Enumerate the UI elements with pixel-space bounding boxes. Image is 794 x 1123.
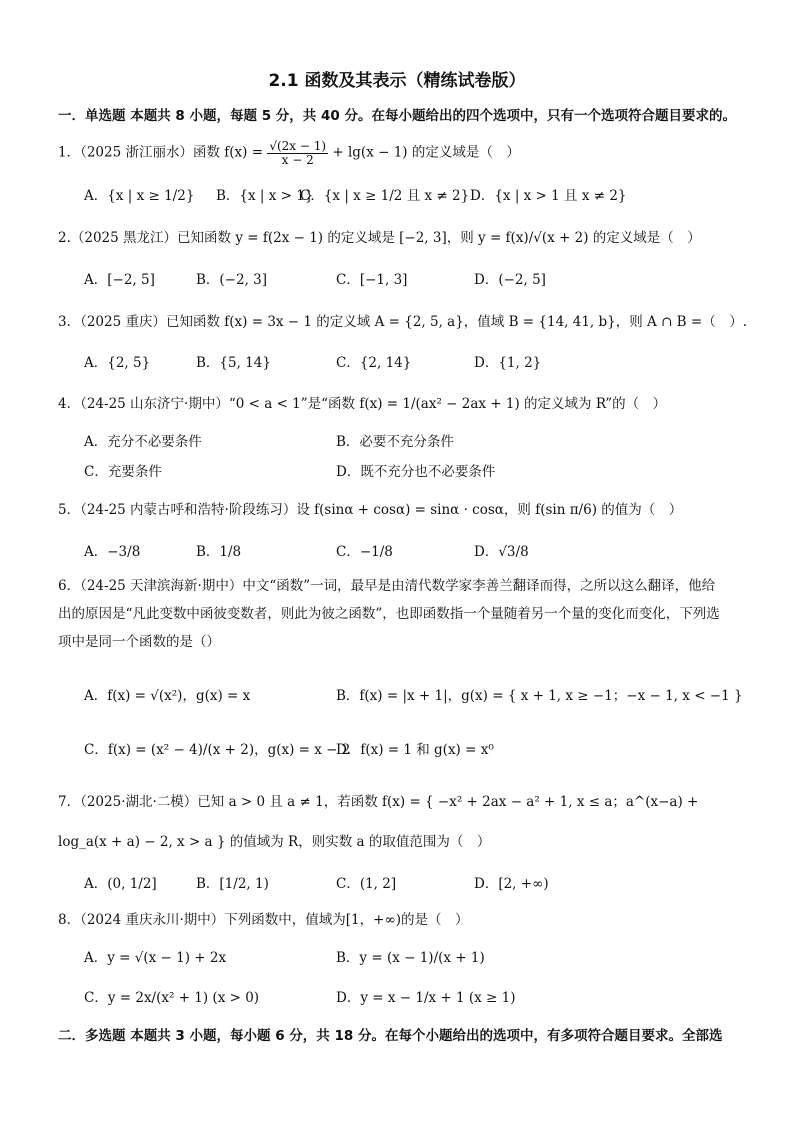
q4-option-a[interactable]: A．充分不必要条件 [84, 434, 202, 450]
question-2-stem: 2.（2025 黑龙江）已知函数 y = f(2x − 1) 的定义域是 [−2, 3]，则 y = f(x)/√(x + 2) 的定义域是（ ） [58, 230, 701, 246]
q6-option-d[interactable]: D．f(x) = 1 和 g(x) = x⁰ [336, 742, 494, 758]
q5-option-b[interactable]: B．1/8 [196, 544, 242, 560]
q1-option-c[interactable]: C．{x | x ≥ 1/2 且 x ≠ 2} [300, 188, 470, 204]
q8-option-b[interactable]: B．y = (x − 1)/(x + 1) [336, 950, 485, 966]
q6-option-a[interactable]: A．f(x) = √(x²)，g(x) = x [84, 688, 251, 704]
question-4-stem: 4．（24-25 山东济宁·期中）“0 < a < 1”是“函数 f(x) = 1/(ax² − 2ax + 1) 的定义域为 R”的（ ） [58, 396, 667, 412]
q7-option-c[interactable]: C．(1, 2] [336, 876, 397, 892]
q1-stem-a: 1．（2025 浙江丽水）函数 f(x) = [58, 144, 264, 161]
q5-option-a[interactable]: A．−3/8 [84, 544, 141, 560]
q1-option-d[interactable]: D．{x | x > 1 且 x ≠ 2} [470, 188, 627, 204]
q6-option-b[interactable]: B．f(x) = |x + 1|，g(x) = { x + 1, x ≥ −1；−x − 1, x < −1 } [336, 688, 743, 704]
q1-denominator: x − 2 [281, 152, 314, 167]
q2-option-c[interactable]: C．[−1, 3] [336, 272, 408, 288]
section-single-choice-header: 一．单选题 本题共 8 小题，每题 5 分，共 40 分。在每小题给出的四个选项中，只有一个选项符合题目要求的。 [58, 108, 736, 124]
q7-option-a[interactable]: A．(0, 1/2] [84, 876, 157, 892]
q7-option-d[interactable]: D．[2, +∞) [474, 876, 549, 892]
q2-option-a[interactable]: A．[−2, 5] [84, 272, 155, 288]
question-7-stem: 7．（2025·湖北·二模）已知 a > 0 且 a ≠ 1，若函数 f(x) = { −x² + 2ax − a² + 1, x ≤ a；a^(x−a) + log_a(x + a) − 2, x > a } 的值域为 R，则实数 a 的取值范围为（ ） [58, 794, 699, 850]
q8-option-a[interactable]: A．y = √(x − 1) + 2x [84, 950, 227, 966]
question-8-stem: 8．（2024 重庆永川·期中）下列函数中，值域为[1，+∞)的是（ ） [58, 912, 469, 928]
q3-option-c[interactable]: C．{2, 14} [336, 355, 412, 371]
q3-option-d[interactable]: D．{1, 2} [474, 355, 542, 371]
q1-stem-b: + lg(x − 1) 的定义域是（ ） [332, 144, 520, 161]
q7-option-b[interactable]: B．[1/2, 1) [196, 876, 269, 892]
q1-option-b[interactable]: B．{x | x > 1} [216, 188, 314, 204]
q1-fraction [267, 140, 328, 166]
q6-option-c[interactable]: C．f(x) = (x² − 4)/(x + 2)，g(x) = x − 2 [84, 742, 351, 758]
q4-option-c[interactable]: C．充要条件 [84, 464, 162, 480]
q8-option-c[interactable]: C．y = 2x/(x² + 1) (x > 0) [84, 990, 260, 1006]
question-6-stem: 6．（24-25 天津滨海新·期中）中文“函数”一词，最早是由清代数学家李善兰翻译而得，之所以这么翻译，他给出的原因是“凡此变数中函彼变数者，则此为彼之函数”，也即函数指一个量随着另一个量的变化而变化，下列选项中是同一个函数的是（） [58, 578, 720, 650]
section-multi-choice-header: 二．多选题 本题共 3 小题，每小题 6 分，共 18 分。在每个小题给出的选项中，有多项符合题目要求。全部选 [58, 1028, 723, 1044]
q4-option-b[interactable]: B．必要不充分条件 [336, 434, 454, 450]
question-5-stem: 5．（24-25 内蒙古呼和浩特·阶段练习）设 f(sinα + cosα) = sinα · cosα，则 f(sin π/6) 的值为（ ） [58, 502, 683, 518]
question-3-stem: 3．（2025 重庆）已知函数 f(x) = 3x − 1 的定义域 A = {2, 5, a}，值域 B = {14, 41, b}，则 A ∩ B =（ ）. [58, 314, 747, 330]
q4-option-d[interactable]: D．既不充分也不必要条件 [336, 464, 496, 480]
q1-option-a[interactable]: A．{x | x ≥ 1/2} [84, 188, 195, 204]
q1-numerator: √(2x − 1) [269, 139, 327, 153]
question-1-stem [58, 140, 520, 166]
q2-option-b[interactable]: B．(−2, 3] [196, 272, 268, 288]
q2-option-d[interactable]: D．(−2, 5] [474, 272, 546, 288]
q5-option-d[interactable]: D．√3/8 [474, 544, 529, 560]
page-title: 2.1 函数及其表示（精练试卷版） [268, 71, 526, 91]
q3-option-a[interactable]: A．{2, 5} [84, 355, 151, 371]
q8-option-d[interactable]: D．y = x − 1/x + 1 (x ≥ 1) [336, 990, 516, 1006]
q3-option-b[interactable]: B．{5, 14} [196, 355, 271, 371]
q5-option-c[interactable]: C．−1/8 [336, 544, 393, 560]
